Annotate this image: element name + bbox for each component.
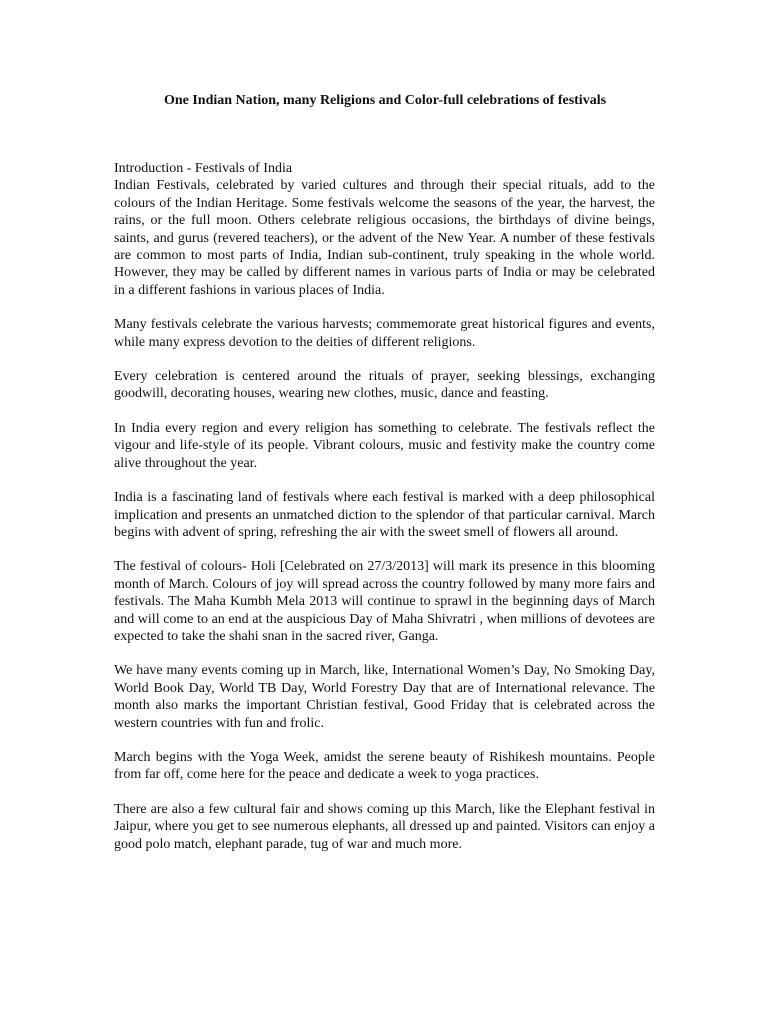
document-body: [114, 160, 655, 870]
paragraph-harvests: Many festivals celebrate the various harvests; commemorate great historical figures and events, while many express devotion to the deities of different religions.: [114, 317, 655, 350]
paragraph-cultural-fairs: There are also a few cultural fair and shows coming up this March, like the Elephant festival in Jaipur, where you get to see numerous elephants, all dressed up and painted. Visitors can enjoy a good polo match, elephant parade, tug of war and much more.: [114, 801, 655, 852]
paragraph-rituals: Every celebration is centered around the rituals of prayer, seeking blessings, exchanging goodwill, decorating houses, wearing new clothes, music, dance and feasting.: [114, 369, 655, 402]
paragraph-yoga-week: March begins with the Yoga Week, amidst the serene beauty of Rishikesh mountains. People from far off, come here for the peace and dedicate a week to yoga practices.: [114, 749, 655, 783]
paragraph-regions: In India every region and every religion has something to celebrate. The festivals reflect the vigour and life-style of its people. Vibrant colours, music and festivity make the country come alive throughout the year.: [114, 420, 655, 471]
section-heading: Introduction - Festivals of India: [114, 161, 293, 176]
paragraph-land-of-festivals: India is a fascinating land of festivals where each festival is marked with a deep philosophical implication and presents an unmatched diction to the splendor of that particular carnival. March begins with advent of spring, refreshing the air with the sweet smell of flowers all around.: [114, 490, 655, 540]
paragraph-intro: Indian Festivals, celebrated by varied cultures and through their special rituals, add to the colours of the Indian Heritage. Some festivals welcome the seasons of the year, the harvest, the rains, or the full moon. Others celebrate religious occasions, the birthdays of divine beings, saints, and gurus (revered teachers), or the advent of the New Year. A number of these festivals are common to most parts of India, Indian sub-continent, truly speaking in the whole world. However, they may be called by different names in various parts of India or may be celebrated in a different fashions in various places of India.: [114, 178, 655, 298]
document-title: One Indian Nation, many Religions and Color-full celebrations of festivals: [163, 93, 607, 108]
paragraph-holi: The festival of colours- Holi [Celebrated on 27/3/2013] will mark its presence in this blooming month of March. Colours of joy will spread across the country followed by many more fairs and festivals. The Maha Kumbh Mela 2013 will continue to sprawl in the beginning days of March and will come to an end at the auspicious Day of Maha Shivratri , when millions of devotees are expected to take the shahi snan in the sacred river, Ganga.: [114, 559, 655, 644]
paragraph-march-events: We have many events coming up in March, like, International Women’s Day, No Smoking Day, World Book Day, World TB Day, World Forestry Day that are of International relevance. The month also marks the important Christian festival, Good Friday that is celebrated across the western countries with fun and frolic.: [114, 663, 655, 731]
